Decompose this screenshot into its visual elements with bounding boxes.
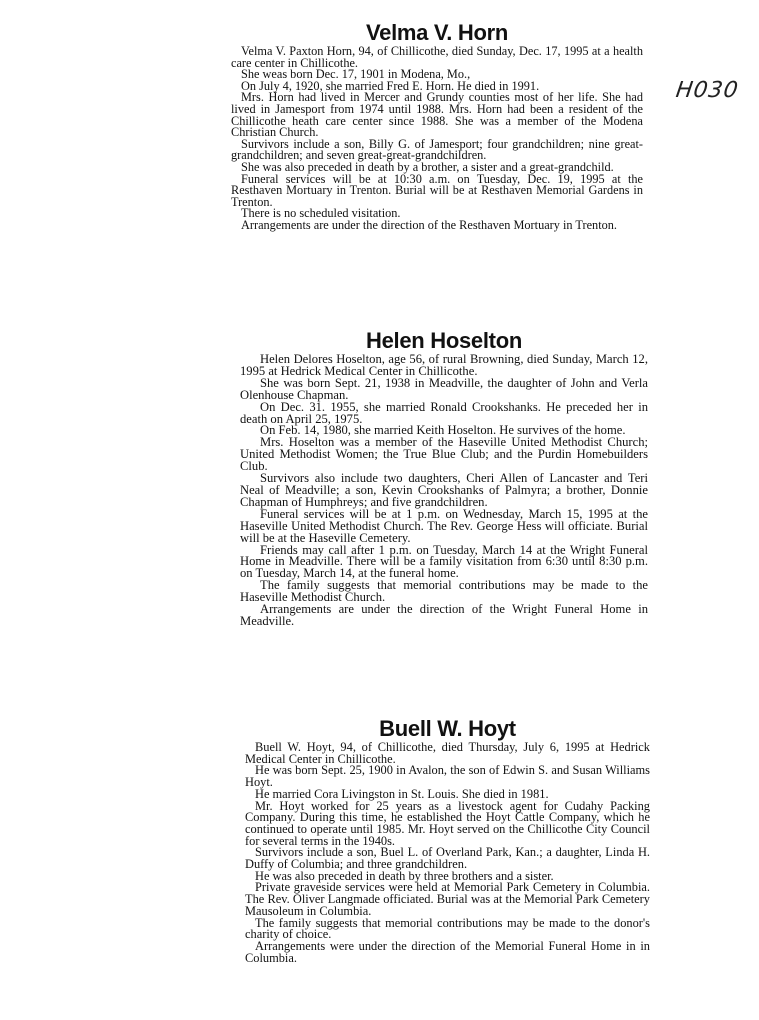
obituary-paragraph: On July 4, 1920, she married Fred E. Horn. He died in 1991. <box>241 78 540 93</box>
obituary-paragraph: Survivors include a son, Buel L. of Overland Park, Kan.; a daughter, Linda H. Duffy of Columbia; and three grandchildren. <box>245 845 650 872</box>
obituary-title: Buell W. Hoyt <box>379 716 516 741</box>
obituary-paragraph: She weas born Dec. 17, 1901 in Modena, Mo., <box>241 67 471 82</box>
obituary-paragraph: Friends may call after 1 p.m. on Tuesday, March 14 at the Wright Funeral Home in Meadville. There will be a family visitation from 6:30 until 8:30 p.m. on Tuesday, March 14, at the funeral home. <box>240 542 648 581</box>
obituary-paragraph: There is no scheduled visitation. <box>241 206 401 221</box>
obituary-paragraph: Arrangements are under the direction of the Wright Funeral Home in Meadville. <box>240 602 648 628</box>
obituary-paragraph: He was born Sept. 25, 1900 in Avalon, the son of Edwin S. and Susan Williams Hoyt. <box>245 763 650 790</box>
obituary-helen-hoselton <box>240 328 648 628</box>
obituary-paragraph: The family suggests that memorial contributions may be made to the donor's charity of choice. <box>245 915 650 942</box>
obituary-paragraph: Mrs. Hoselton was a member of the Haseville United Methodist Church; United Methodist Women; the True Blue Club; and the Purdin Homebuilders Club. <box>240 435 648 474</box>
obituary-paragraph: On Feb. 14, 1980, she married Keith Hoselton. He survives of the home. <box>260 423 626 438</box>
obituary-paragraph: He married Cora Livingston in St. Louis. She died in 1981. <box>255 786 549 801</box>
obituary-paragraph: Helen Delores Hoselton, age 56, of rural Browning, died Sunday, March 12, 1995 at Hedrick Medical Center in Chillicothe. <box>240 352 648 378</box>
obituary-paragraph: He was also preceded in death by three brothers and a sister. <box>255 868 554 883</box>
obituary-paragraph: Mr. Hoyt worked for 25 years as a livestock agent for Cudahy Packing Company. During this time, he established the Hoyt Cattle Company, which he continued to operate until 1985. Mr. Hoyt served on the Chillicothe City Council for several terms in the 1940s. <box>245 798 650 848</box>
obituary-paragraph: Arrangements are under the direction of the Resthaven Mortuary in Trenton. <box>241 217 617 232</box>
obituary-paragraph: Velma V. Paxton Horn, 94, of Chillicothe, died Sunday, Dec. 17, 1995 at a health care center in Chillicothe. <box>231 44 643 70</box>
obituary-paragraph: On Dec. 31. 1955, she married Ronald Crookshanks. He preceded her in death on April 25, 1975. <box>240 399 648 426</box>
obituary-paragraph: Buell W. Hoyt, 94, of Chillicothe, died Thursday, July 6, 1995 at Hedrick Medical Center in Chillicothe. <box>245 740 650 766</box>
handwritten-note: H030 <box>674 78 741 103</box>
obituary-buell-hoyt <box>245 716 650 964</box>
obituary-paragraph: Private graveside services were held at Memorial Park Cemetery in Columbia. The Rev. Oliver Langmade officiated. Burial was at the Memorial Park Cemetery Mausoleum in Columbia. <box>245 880 650 918</box>
obituary-paragraph: Mrs. Horn had lived in Mercer and Grundy counties most of her life. She had lived in Jamesport from 1974 until 1988. Mrs. Horn had been a resident of the Chillicothe heath care center since 1988. She was a member of the Modena Christian Church. <box>231 90 643 140</box>
obituary-paragraph: Survivors include a son, Billy G. of Jamesport; four grandchildren; nine great-grandchildren; and seven great-great-grandchildren. <box>231 136 643 163</box>
obituary-paragraph: She was also preceded in death by a brother, a sister and a great-grandchild. <box>241 159 614 174</box>
obituary-title: Helen Hoselton <box>366 328 522 353</box>
obituary-velma-horn <box>231 20 643 232</box>
obituary-paragraph: She was born Sept. 21, 1938 in Meadville, the daughter of John and Verla Olenhouse Chapman. <box>240 375 648 402</box>
obituary-title: Velma V. Horn <box>365 20 509 45</box>
obituary-paragraph: Funeral services will be at 1 p.m. on Wednesday, March 15, 1995 at the Haseville United Methodist Church. The Rev. George Hess will officiate. Burial will be at the Haseville Cemetery. <box>240 506 648 545</box>
obituary-paragraph: The family suggests that memorial contributions may be made to the Haseville Methodist Church. <box>240 578 648 605</box>
obituary-paragraph: Arrangements were under the direction of the Memorial Funeral Home in in Columbia. <box>245 938 650 965</box>
obituary-paragraph: Funeral services will be at 10:30 a.m. on Tuesday, Dec. 19, 1995 at the Resthaven Mortuary in Trenton. Burial will be at Resthaven Memorial Gardens in Trenton. <box>231 171 643 209</box>
obituary-paragraph: Survivors also include two daughters, Cheri Allen of Lancaster and Teri Neal of Meadville; a son, Kevin Crookshanks of Palmyra; a brother, Donnie Chapman of Humphreys; and five grandchildren. <box>240 471 648 509</box>
